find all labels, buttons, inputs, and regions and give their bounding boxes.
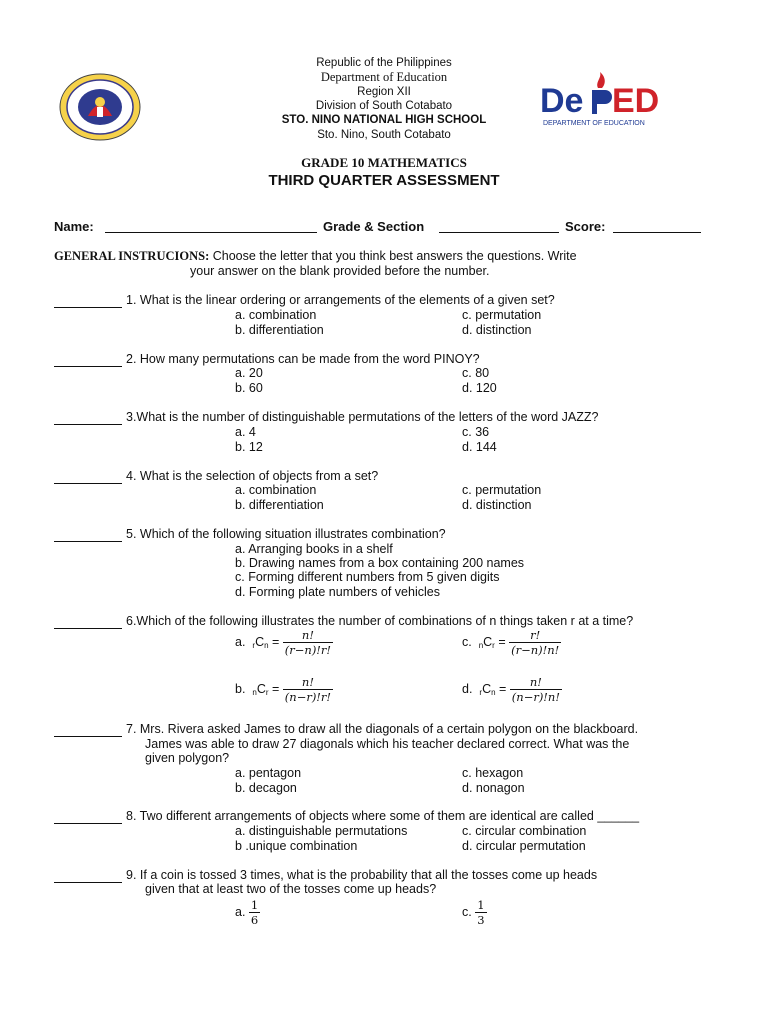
q6-option-c-numerator: r! bbox=[509, 628, 561, 643]
q1-option-c: c. permutation bbox=[462, 308, 542, 322]
question-3: 3.What is the number of distinguishable permutations of the letters of the word JAZZ? bbox=[126, 410, 599, 424]
q5-option-c: c. Forming different numbers from 5 given digits bbox=[235, 570, 500, 584]
header-school: STO. NINO NATIONAL HIGH SCHOOL bbox=[281, 114, 487, 126]
q8-option-a: a. distinguishable permutations bbox=[235, 824, 408, 838]
subject-title: GRADE 10 MATHEMATICS bbox=[301, 155, 467, 170]
q4-option-b: b. differentiation bbox=[235, 498, 324, 512]
q3-option-b: b. 12 bbox=[235, 440, 263, 454]
q3-option-a: a. 4 bbox=[235, 425, 256, 439]
answer-blank-3[interactable] bbox=[54, 413, 122, 425]
q8-option-c: c. circular combination bbox=[462, 824, 587, 838]
q6-option-b-lhs: C bbox=[256, 681, 266, 696]
svg-text:ED: ED bbox=[612, 82, 660, 120]
q1-option-b: b. differentiation bbox=[235, 323, 324, 337]
grade-section-blank[interactable] bbox=[439, 220, 559, 233]
q6-option-b: b. $_nC_r$ = $\frac{n!}{(n-r)!r!}$ bbox=[235, 675, 332, 704]
question-5: 5. Which of the following situation illustrates combination? bbox=[126, 527, 446, 541]
q7-option-d: d. nonagon bbox=[462, 781, 525, 795]
answer-blank-5[interactable] bbox=[54, 530, 122, 542]
q9-option-a-denominator: 6 bbox=[250, 913, 259, 927]
q6-option-c: c. $_nC_r$ = $\frac{r!}{(r-n)!n!}$ bbox=[462, 628, 560, 657]
q6-option-a-lhs: C bbox=[255, 634, 265, 649]
question-2: 2. How many permutations can be made from the word PINOY? bbox=[126, 352, 480, 366]
question-7-line-1: 7. Mrs. Rivera asked James to draw all the diagonals of a certain polygon on the blackboard. bbox=[126, 722, 639, 736]
q3-option-c: c. 36 bbox=[462, 425, 490, 439]
answer-blank-1[interactable] bbox=[54, 296, 122, 308]
header-republic: Republic of the Philippines bbox=[316, 57, 452, 69]
q4-option-d: d. distinction bbox=[462, 498, 532, 512]
q6-option-c-lhs: C bbox=[483, 634, 493, 649]
q7-option-b: b. decagon bbox=[235, 781, 297, 795]
q6-option-a-denominator: (r−n)!r! bbox=[284, 643, 332, 657]
answer-blank-2[interactable] bbox=[54, 355, 122, 367]
q3-option-d: d. 144 bbox=[462, 440, 497, 454]
question-7-line-2: James was able to draw 27 diagonals which his teacher declared correct. What was the bbox=[145, 737, 630, 751]
q8-option-d: d. circular permutation bbox=[462, 839, 586, 853]
svg-text:De: De bbox=[540, 82, 584, 120]
question-4: 4. What is the selection of objects from a set? bbox=[126, 469, 379, 483]
instructions-text-2: your answer on the blank provided before the number. bbox=[190, 264, 490, 278]
q6-option-a-label: a. bbox=[235, 634, 246, 649]
answer-blank-7[interactable] bbox=[54, 725, 122, 737]
q6-option-d: d. $_rC_n$ = $\frac{n!}{(n-r)!n!}$ bbox=[462, 675, 560, 704]
q6-option-d-numerator: n! bbox=[510, 675, 562, 690]
q7-option-c: c. hexagon bbox=[462, 766, 524, 780]
answer-blank-4[interactable] bbox=[54, 472, 122, 484]
q6-option-c-label: c. bbox=[462, 634, 472, 649]
answer-blank-6[interactable] bbox=[54, 617, 122, 629]
q6-option-b-numerator: n! bbox=[283, 675, 333, 690]
q6-option-a-numerator: n! bbox=[283, 628, 333, 643]
question-7-line-3: given polygon? bbox=[145, 751, 230, 765]
q9-option-c bbox=[462, 898, 487, 927]
answer-blank-9[interactable] bbox=[54, 871, 122, 883]
q6-option-d-lhs: C bbox=[482, 681, 492, 696]
question-6: 6.Which of the following illustrates the number of combinations of n things taken r at a time? bbox=[126, 614, 634, 628]
q5-option-a: a. Arranging books in a shelf bbox=[235, 542, 393, 556]
q9-option-c-label: c. bbox=[462, 904, 472, 919]
q9-option-a-numerator: 1 bbox=[250, 898, 259, 912]
assessment-title: THIRD QUARTER ASSESSMENT bbox=[268, 172, 500, 189]
question-8: 8. Two different arrangements of objects where some of them are identical are called ______ bbox=[126, 809, 640, 823]
q6-option-d-label: d. bbox=[462, 681, 473, 696]
score-blank[interactable] bbox=[613, 220, 701, 233]
grade-section-label: Grade & Section bbox=[323, 219, 425, 234]
q2-option-c: c. 80 bbox=[462, 366, 490, 380]
q6-option-c-denominator: (r−n)!n! bbox=[511, 643, 560, 657]
name-label: Name: bbox=[54, 219, 94, 234]
q5-option-b: b. Drawing names from a box containing 200 names bbox=[235, 556, 525, 570]
q6-option-a: a. $_rC_n$ = $\frac{n!}{(r-n)!r!}$ bbox=[235, 628, 332, 657]
q6-option-d-denominator: (n−r)!n! bbox=[511, 690, 560, 704]
question-9-line-1: 9. If a coin is tossed 3 times, what is the probability that all the tosses come up heads bbox=[126, 868, 598, 882]
q9-option-c-denominator: 3 bbox=[477, 913, 485, 927]
q9-option-c-numerator: 1 bbox=[477, 898, 485, 912]
q2-option-a: a. 20 bbox=[235, 366, 263, 380]
q4-option-a: a. combination bbox=[235, 483, 317, 497]
q9-option-a bbox=[235, 898, 260, 927]
q6-option-b-label: b. bbox=[235, 681, 246, 696]
q6-option-b-fraction bbox=[283, 675, 333, 704]
q6-option-b-denominator: (n−r)!r! bbox=[284, 690, 332, 704]
instructions bbox=[54, 249, 577, 264]
q6-option-d-fraction bbox=[510, 675, 562, 704]
instructions-text-1: Choose the letter that you think best answers the questions. Write bbox=[212, 249, 577, 263]
q8-option-b: b .unique combination bbox=[235, 839, 358, 853]
header-region: Region XII bbox=[357, 86, 411, 98]
header-division: Division of South Cotabato bbox=[315, 100, 453, 112]
q7-option-a: a. pentagon bbox=[235, 766, 302, 780]
instructions-label: GENERAL INSTRUCIONS: bbox=[54, 249, 210, 263]
question-9-line-2: given that at least two of the tosses come up heads? bbox=[145, 882, 437, 896]
q6-option-c-fraction bbox=[509, 628, 561, 657]
question-1: 1. What is the linear ordering or arrangements of the elements of a given set? bbox=[126, 293, 555, 307]
header-department: Department of Education bbox=[320, 70, 448, 84]
q2-option-b: b. 60 bbox=[235, 381, 263, 395]
q9-option-c-fraction bbox=[475, 898, 486, 927]
q5-option-d: d. Forming plate numbers of vehicles bbox=[235, 585, 440, 599]
q9-option-a-label: a. bbox=[235, 904, 246, 919]
q4-option-c: c. permutation bbox=[462, 483, 542, 497]
q2-option-d: d. 120 bbox=[462, 381, 497, 395]
header-address: Sto. Nino, South Cotabato bbox=[317, 129, 451, 141]
answer-blank-8[interactable] bbox=[54, 812, 122, 824]
name-blank[interactable] bbox=[105, 220, 317, 233]
score-label: Score: bbox=[565, 219, 606, 234]
q1-option-d: d. distinction bbox=[462, 323, 532, 337]
q9-option-a-fraction bbox=[249, 898, 260, 927]
q1-option-a: a. combination bbox=[235, 308, 317, 322]
q6-option-a-fraction bbox=[283, 628, 333, 657]
deped-wordmark-subtitle: DEPARTMENT OF EDUCATION bbox=[543, 120, 645, 127]
